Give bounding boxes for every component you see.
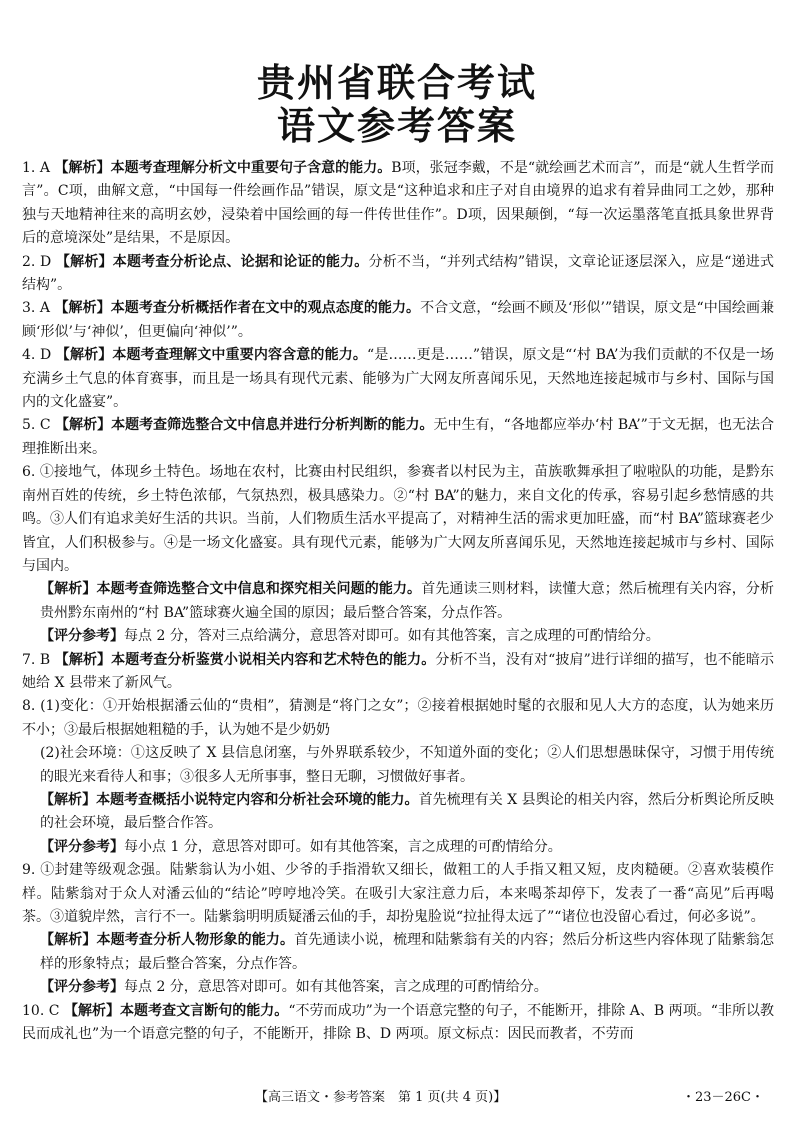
answer-8-score: 每小点 1 分，意思答对即可。如有其他答案，言之成理的可酌情给分。 <box>124 838 562 855</box>
answer-4 <box>22 344 774 414</box>
answer-9-text: 9. ①封建等级观念强。陆紫翁认为小姐、少爷的手指滑软又细长，做粗工的人手指又粗又短，皮肉糙硬。②喜欢装模作样。陆紫翁对于众人对潘云仙的“结论”哼哼地冷笑。在吸引大家注意力后，本来喝茶却停下，发表了一番“高见”后再喝茶。③道貌岸然，言行不一。陆紫翁明明质疑潘云仙的手，却扮鬼脸说“拉扯得太远了”“诸位也没留心看过，何必多说”。 <box>22 862 774 925</box>
answer-9-score: 每点 2 分，意思答对即可。如有其他答案，言之成理的可酌情给分。 <box>124 979 548 996</box>
answer-5-text: 无中生有，“各地都应举办‘村 BA’”于文无据，也无法合理推断出来。 <box>22 417 775 457</box>
answer-3 <box>22 297 774 344</box>
answer-5 <box>22 414 774 461</box>
answer-9 <box>22 859 774 999</box>
answer-8-part2: (2)社会环境：①这反映了 X 县信息闭塞，与外界联系较少，不知道外面的变化；②人们思想愚昧保守，习惯于用传统的眼光来看待人和事；③很多人无所事事，整日无聊，习惯做好事者。 <box>40 745 774 785</box>
answer-8 <box>22 695 774 859</box>
answer-5-num: 5. C <box>22 417 51 434</box>
answer-10-text: “不劳而成功”为一个语意完整的句子，不能断开，排除 A、B 两项。“非所以教民而成礼也”为一个语意完整的句子，不能断开，排除 B、D 两项。原文标点：因民而教者，不劳而 <box>22 1002 774 1043</box>
answer-2-tag: 【解析】本题考查分析论点、论据和论证的能力。 <box>55 253 369 270</box>
answer-9-analysis: 首先通读小说，梳理和陆紫翁有关的内容；然后分析这些内容体现了陆紫翁怎样的形象特点；最后整合答案，分点作答。 <box>40 932 775 972</box>
answer-8-analysis-tag: 【解析】本题考查概括小说特定内容和分析社会环境的能力。 <box>40 791 419 808</box>
answer-2-text: 分析不当，“并列式结构”错误，文章论证逐层深入，应是“递进式结构”。 <box>22 253 774 294</box>
answer-9-score-tag: 【评分参考】 <box>40 979 124 996</box>
answer-6-score: 每点 2 分，答对三点给满分，意思答对即可。如有其他答案，言之成理的可酌情给分。 <box>124 628 660 645</box>
answer-6-analysis-tag: 【解析】本题考查筛选整合文中信息和探究相关问题的能力。 <box>40 581 422 598</box>
page-title-line1: 贵州省联合考试 <box>256 60 537 105</box>
answer-7-tag: 【解析】本题考查分析鉴赏小说相关内容和艺术特色的能力。 <box>54 651 436 668</box>
footer-page-info: 【高三语文・参考答案 第 1 页(共 4 页)】 <box>255 1090 507 1105</box>
answer-1-tag: 【解析】本题考查理解分析文中重要句子含意的能力。 <box>54 160 392 176</box>
answer-6 <box>22 461 774 648</box>
answer-7 <box>22 649 774 696</box>
answer-8-score-tag: 【评分参考】 <box>40 838 124 855</box>
answer-2-num: 2. D <box>22 253 52 270</box>
answer-8-part1: 8. (1)变化：①开始根据潘云仙的“贵相”，猜测是“将门之女”；②接着根据她时髦的衣服和见人大方的态度，认为她来历不小；③最后根据她粗糙的手，认为她不是少奶奶 <box>22 698 774 738</box>
answer-6-score-tag: 【评分参考】 <box>40 628 124 645</box>
answer-4-tag: 【解析】本题考查理解文中重要内容含意的能力。 <box>55 347 368 364</box>
answer-6-text: 6. ①接地气，体现乡土特色。场地在农村，比赛由村民组织，参赛者以村民为主，苗族歌舞承担了啦啦队的功能，是黔东南州百姓的传统，乡土特色浓郁，气氛热烈，极具感染力。②“村 BA”的魅力，来自文化的传承，容易引起乡愁情感的共鸣。③人们有追求美好生活的共识。当前，人们物质生活水平提高了，对精神生活的需求更加旺盛，而“村 BA”篮球赛老少皆宜，人们积极参与。④是一场文化盛宴。具有现代元素，能够为广大网友所喜闻乐见，天然地连接起城市与乡村、国际与国内。 <box>22 464 774 574</box>
answer-10 <box>22 1000 774 1047</box>
answer-7-num: 7. B <box>22 651 51 668</box>
answer-4-text: “是……更是……”错误，原文是“‘村 BA’为我们贡献的不仅是一场充满乡土气息的体育赛事，而且是一场具有现代元素、能够为广大网友所喜闻乐见，天然地连接起城市与乡村、国际与国内的文化盛宴”。 <box>22 347 775 411</box>
answer-9-analysis-tag: 【解析】本题考查分析人物形象的能力。 <box>40 932 295 949</box>
answer-10-num: 10. C <box>22 1002 60 1019</box>
page-title-line2: 语文参考答案 <box>276 103 517 148</box>
page-footer <box>0 1086 794 1110</box>
answer-3-tag: 【解析】本题考查分析概括作者在文中的观点态度的能力。 <box>54 300 421 317</box>
answer-3-text: 不合文意，“绘画不顾及‘形似’”错误，原文是“中国绘画兼顾‘形似’与‘神似’，但更偏向‘神似’”。 <box>22 300 775 340</box>
answer-8-analysis: 首先梳理有关 X 县舆论的相关内容，然后分析舆论所反映的社会环境，最后整合作答。 <box>40 791 775 832</box>
answer-1-text: B项，张冠李戴，不是“就绘画艺术而言”，而是“就人生哲学而言”。C项，曲解文意，“中国每一件绘画作品”错误，原文是“这种追求和庄子对自由境界的追求有着异曲同工之妙，那种独与天地精神往来的高明玄妙，浸染着中国绘画的每一件传世佳作”。D项，因果颠倒，“每一次运墨落笔直抵具象世界背后的意境深处”是结果，不是原因。 <box>22 160 775 247</box>
answer-10-tag: 【解析】本题考查文言断句的能力。 <box>63 1002 289 1019</box>
answer-1-num: 1. A <box>22 160 50 176</box>
answer-7-text: 分析不当，没有对“披肩”进行详细的描写，也不能暗示她给 X 县带来了新风气。 <box>22 651 774 691</box>
answer-6-analysis: 首先通读三则材料，读懂大意；然后梳理有关内容，分析贵州黔东南州的“村 BA”篮球赛火遍全国的原因；最后整合答案，分点作答。 <box>40 581 775 621</box>
answer-4-num: 4. D <box>22 347 52 364</box>
answer-1 <box>22 157 774 251</box>
answer-list <box>22 157 774 1046</box>
answer-2 <box>22 251 774 298</box>
footer-code: ・23－26C・ <box>681 1090 764 1105</box>
answer-5-tag: 【解析】本题考查筛选整合文中信息并进行分析判断的能力。 <box>55 417 434 434</box>
answer-3-num: 3. A <box>22 300 50 317</box>
